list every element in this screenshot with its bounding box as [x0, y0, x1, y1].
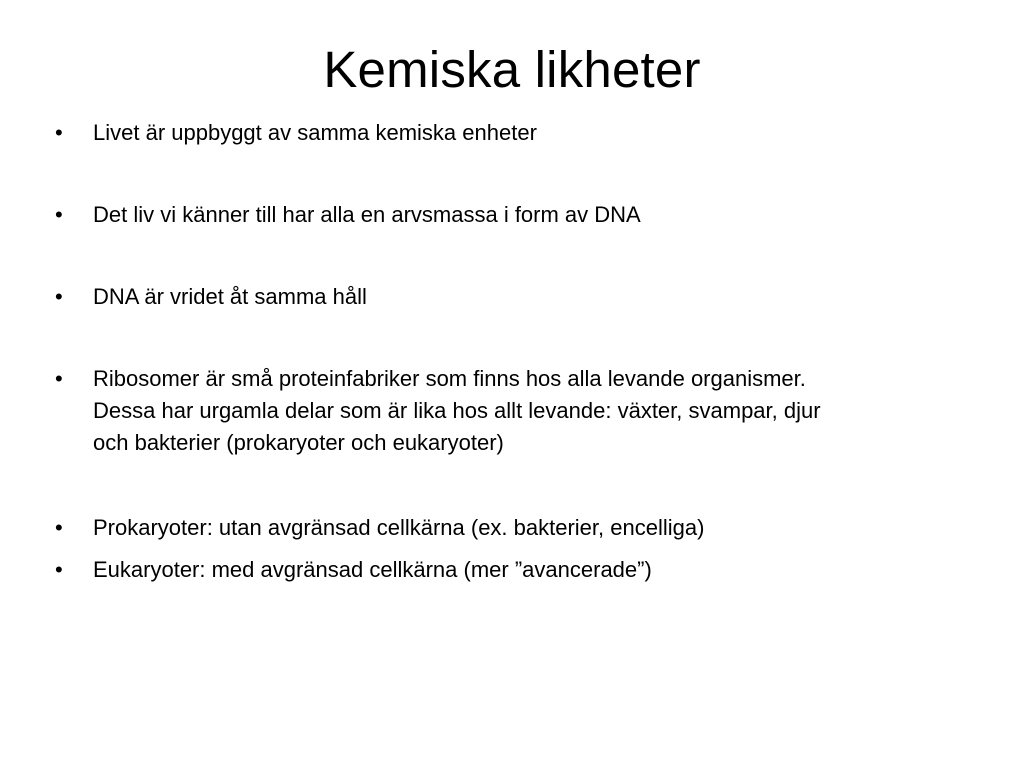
slide-title: Kemiska likheter — [323, 41, 701, 98]
bullet-dot-icon: • — [55, 366, 63, 391]
bullet-item-ribosomes — [55, 363, 975, 459]
bullet-text: Eukaryoter: med avgränsad cellkärna (mer ”avancerade”) — [93, 557, 652, 582]
bullet-text: Prokaryoter: utan avgränsad cellkärna (ex. bakterier, encelliga) — [93, 515, 705, 540]
bullet-text: Livet är uppbyggt av samma kemiska enheter — [93, 120, 537, 145]
bullet-dot-icon: • — [55, 284, 63, 309]
bullet-dot-icon: • — [55, 515, 63, 540]
bullet-dot-icon: • — [55, 202, 63, 227]
bullet-item-dna-genome — [55, 199, 975, 231]
bullet-text-line: Dessa har urgamla delar som är lika hos allt levande: växter, svampar, djur — [93, 398, 821, 423]
bullet-item-dna-twist — [55, 281, 975, 313]
bullet-item-chemical-units — [55, 117, 975, 149]
bullet-dot-icon: • — [55, 557, 63, 582]
bullet-text-line: och bakterier (prokaryoter och eukaryoter) — [93, 430, 504, 455]
bullet-text: DNA är vridet åt samma håll — [93, 284, 367, 309]
bullet-text-line: Ribosomer är små proteinfabriker som finns hos alla levande organismer. — [93, 366, 806, 391]
bullet-dot-icon: • — [55, 120, 63, 145]
bullet-item-prokaryotes — [55, 512, 975, 544]
bullet-text: Det liv vi känner till har alla en arvsmassa i form av DNA — [93, 202, 641, 227]
bullet-item-eukaryotes — [55, 554, 975, 586]
bullet-text-multiline — [93, 363, 975, 459]
